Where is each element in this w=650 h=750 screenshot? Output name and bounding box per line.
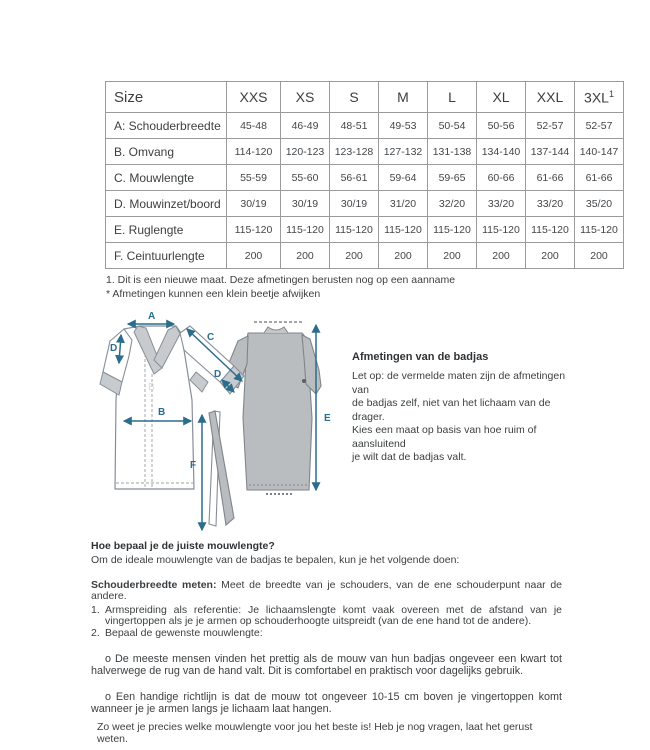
measurement-value-cell: 115-120	[281, 217, 330, 243]
measurement-value-cell: 114-120	[227, 139, 281, 165]
guide-intro: Om de ideale mouwlengte van de badjas te bepalen, kun je het volgende doen:	[91, 554, 460, 566]
guide-step-1: Armspreiding als referentie: Je lichaamslengte komt vaak overeen met de afstand van je vingertoppen als je je armen op schouderhoogte uitspreidt (van de ene hand tot de andere).	[105, 604, 562, 627]
measurement-value-cell: 200	[227, 243, 281, 269]
size-table-row	[106, 191, 624, 217]
measurement-value-cell: 115-120	[526, 217, 575, 243]
info-line: Let op: de vermelde maten zijn de afmetingen van	[352, 370, 566, 396]
label-a: A	[148, 311, 156, 322]
measurement-value-cell: 50-56	[477, 113, 526, 139]
measurement-row-label: F. Ceintuurlengte	[106, 243, 227, 269]
measurement-value-cell: 30/19	[281, 191, 330, 217]
measurement-value-cell: 123-128	[330, 139, 379, 165]
measurement-value-cell: 127-132	[379, 139, 428, 165]
size-table-row	[106, 217, 624, 243]
bathrobe-measurement-diagram	[88, 308, 358, 548]
size-column-header: M	[379, 82, 428, 113]
size-column-header: L	[428, 82, 477, 113]
measurement-row-label: A: Schouderbreedte	[106, 113, 227, 139]
measurement-value-cell: 61-66	[575, 165, 624, 191]
size-column-header: XXS	[227, 82, 281, 113]
guide-bullet-1: o De meeste mensen vinden het prettig als de mouw van hun badjas ongeveer een kwart tot halverwege de rug van de hand valt. Dit is comfortabel en praktisch voor dagelijks gebruik.	[91, 653, 562, 677]
size-column-header: XL	[477, 82, 526, 113]
measurement-value-cell: 200	[526, 243, 575, 269]
measurement-value-cell: 200	[477, 243, 526, 269]
label-f: F	[190, 460, 197, 471]
measurement-value-cell: 61-66	[526, 165, 575, 191]
measurement-value-cell: 200	[379, 243, 428, 269]
footnote-deviation: * Afmetingen kunnen een klein beetje afwijken	[106, 288, 321, 300]
measurement-value-cell: 30/19	[227, 191, 281, 217]
guide-heading: Hoe bepaal je de juiste mouwlengte?	[91, 540, 275, 552]
measurement-row-label: E. Ruglengte	[106, 217, 227, 243]
robe-back-view	[224, 322, 321, 494]
info-line: je wilt dat de badjas valt.	[352, 451, 467, 463]
guide-closing: Zo weet je precies welke mouwlengte voor jou het beste is! Heb je nog vragen, laat het gerust weten.	[97, 721, 533, 745]
measurement-value-cell: 55-59	[227, 165, 281, 191]
measurement-value-cell: 56-61	[330, 165, 379, 191]
label-d-sleeve: D	[110, 343, 118, 354]
size-table-row	[106, 139, 624, 165]
table-footnotes	[106, 273, 455, 301]
guide-step-2: Bepaal de gewenste mouwlengte:	[105, 627, 263, 639]
measurement-value-cell: 200	[428, 243, 477, 269]
measurement-row-label: D. Mouwinzet/boord	[106, 191, 227, 217]
size-table-row	[106, 165, 624, 191]
measurement-value-cell: 120-123	[281, 139, 330, 165]
label-b: B	[158, 407, 166, 418]
measurement-value-cell: 32/20	[428, 191, 477, 217]
measurement-value-cell: 46-49	[281, 113, 330, 139]
measurement-value-cell: 115-120	[428, 217, 477, 243]
label-d-cuff: D	[214, 369, 222, 380]
measurement-value-cell: 60-66	[477, 165, 526, 191]
guide-steps	[91, 605, 562, 639]
measurement-value-cell: 200	[330, 243, 379, 269]
size-table	[105, 81, 624, 269]
size-table-header-row	[106, 82, 624, 113]
label-e: E	[324, 413, 331, 424]
measurement-value-cell: 48-51	[330, 113, 379, 139]
size-column-header: S	[330, 82, 379, 113]
diagram-watermark-b: B	[148, 382, 155, 393]
belt	[209, 411, 234, 526]
info-line: de badjas zelf, niet van het lichaam van de drager.	[352, 397, 551, 423]
info-line: Kies een maat op basis van hoe ruim of aansluitend	[352, 424, 537, 450]
measurement-value-cell: 59-64	[379, 165, 428, 191]
measurement-value-cell: 35/20	[575, 191, 624, 217]
guide-bullet-2: o Een handige richtlijn is dat de mouw tot ongeveer 10-15 cm boven je vingertoppen komt wanneer je je armen langs je lichaam laat hangen.	[91, 691, 562, 715]
measurement-value-cell: 31/20	[379, 191, 428, 217]
measurement-row-label: C. Mouwlengte	[106, 165, 227, 191]
measurement-value-cell: 115-120	[477, 217, 526, 243]
footnote-new-size: 1. Dit is een nieuwe maat. Deze afmetingen berusten nog op een aanname	[106, 274, 456, 286]
measurement-row-label: B. Omvang	[106, 139, 227, 165]
measurement-value-cell: 137-144	[526, 139, 575, 165]
measurement-value-cell: 50-54	[428, 113, 477, 139]
measurement-value-cell: 49-53	[379, 113, 428, 139]
measurement-value-cell: 200	[575, 243, 624, 269]
sleeve-length-guide	[91, 541, 562, 745]
measurement-value-cell: 115-120	[330, 217, 379, 243]
measurement-value-cell: 115-120	[575, 217, 624, 243]
measurement-value-cell: 33/20	[526, 191, 575, 217]
size-table-row	[106, 113, 624, 139]
size-table-row	[106, 243, 624, 269]
guide-measure-rest: Meet de breedte van je schouders, van de ene schouderpunt naar de andere.	[91, 579, 562, 602]
label-c: C	[207, 332, 215, 343]
measurement-value-cell: 131-138	[428, 139, 477, 165]
robe-dimensions-info	[352, 351, 567, 465]
measurement-value-cell: 134-140	[477, 139, 526, 165]
info-title: Afmetingen van de badjas	[352, 351, 489, 363]
measurement-value-cell: 33/20	[477, 191, 526, 217]
measurement-value-cell: 115-120	[379, 217, 428, 243]
measurement-value-cell: 55-60	[281, 165, 330, 191]
measurement-value-cell: 52-57	[575, 113, 624, 139]
measurement-value-cell: 200	[281, 243, 330, 269]
guide-measure-line	[91, 580, 562, 602]
guide-measure-bold: Schouderbreedte meten:	[91, 579, 217, 591]
header-superscript: 1	[608, 88, 614, 99]
size-column-header: $3XL^1$	[575, 82, 624, 113]
measurement-value-cell: 45-48	[227, 113, 281, 139]
size-table-corner-cell: Size	[106, 82, 227, 113]
measurement-value-cell: 30/19	[330, 191, 379, 217]
measurement-value-cell: 59-65	[428, 165, 477, 191]
measurement-value-cell: 52-57	[526, 113, 575, 139]
measurement-value-cell: 115-120	[227, 217, 281, 243]
size-column-header: XXL	[526, 82, 575, 113]
size-column-header: XS	[281, 82, 330, 113]
measurement-value-cell: 140-147	[575, 139, 624, 165]
